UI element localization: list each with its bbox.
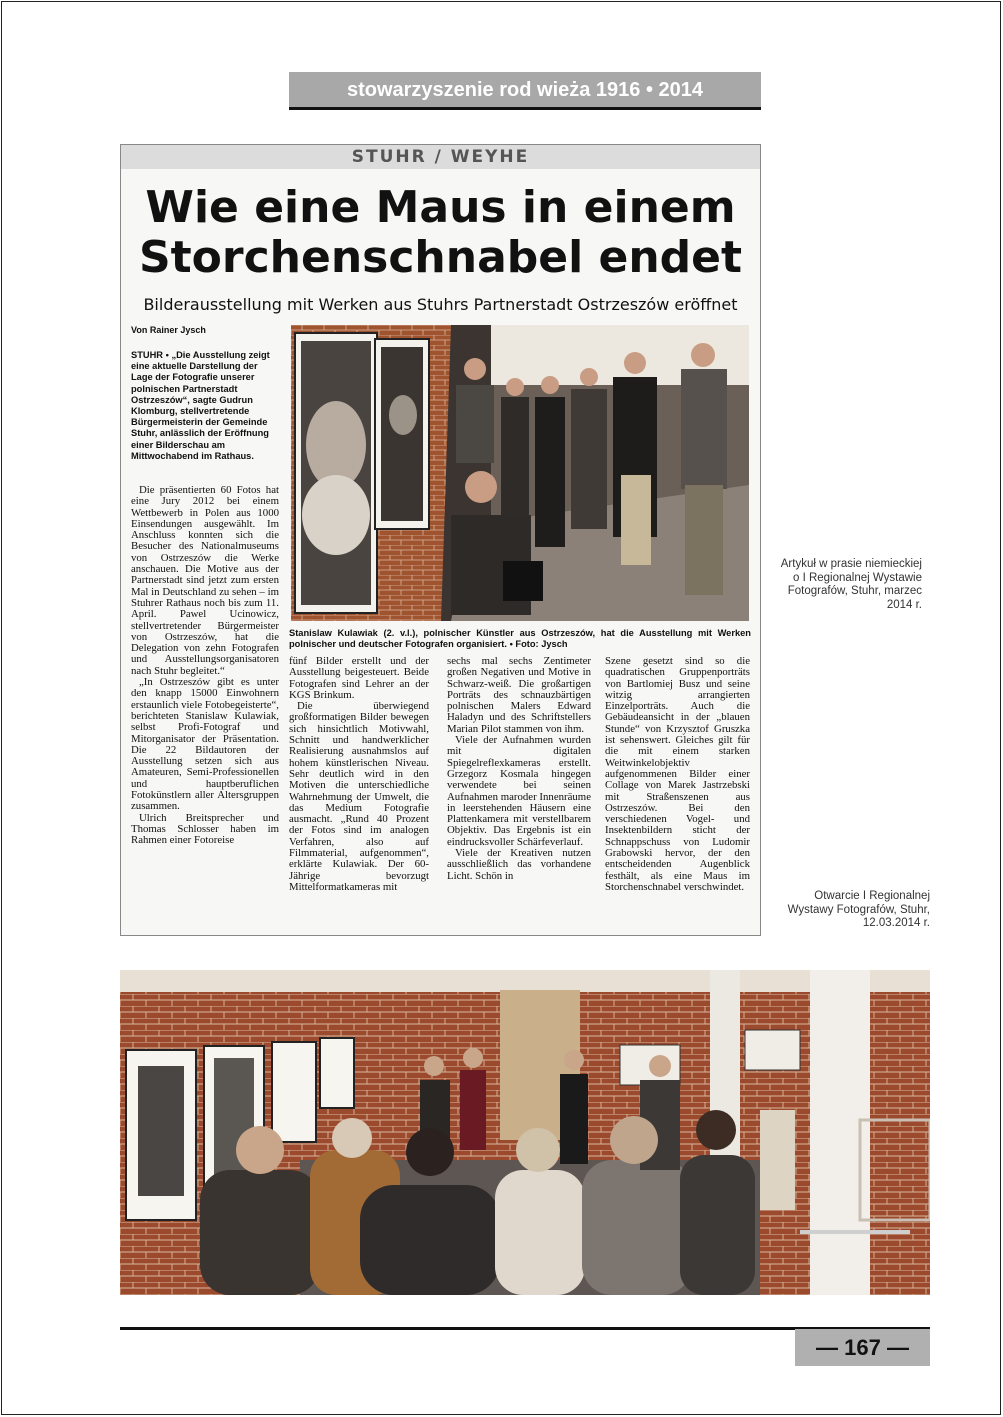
headline-line-1: Wie eine Maus in einem	[145, 182, 736, 233]
section-label: STUHR / WEYHE	[121, 145, 760, 169]
newspaper-clipping	[120, 144, 761, 936]
paragraph: sechs mal sechs Zentimeter großen Negativen und Motive in Schwarz-weiß. Die großartigen Porträts des schnauzbärtigen polnischen Malers Edward Haladyn und des Schriftstellers Marian Pilot stammen von ihm.	[447, 655, 591, 735]
subheadline: Bilderausstellung mit Werken aus Stuhrs Partnerstadt Ostrzeszów eröffnet	[143, 295, 738, 314]
paragraph: Viele der Kreativen nutzen ausschließlich das vorhandene Licht. Schön in	[447, 847, 591, 882]
article-column-4	[605, 656, 750, 893]
side-note-opening: Otwarcie I Regionalnej Wystawy Fotografów, Stuhr, 12.03.2014 r.	[787, 890, 930, 929]
paragraph: Die überwiegend großformatigen Bilder bewegen sich hinsichtlich Motivwahl, Schnitt und handwerklicher Realisierung ausnahmslos auf hohem künstlerischen Niveau. Sehr deutlich wird in den Motiven die unterschiedliche Wahrnehmung der Umwelt, die das Medium Fotografie ausmacht. „Rund 40 Prozent der Fotos sind im analogen Verfahren, also auf Filmmaterial, aufgenommen“, erklärte Kulawiak. Der 60-Jährige bevorzugt Mittelformatkameras mit	[289, 700, 429, 893]
side-note-article: Artykuł w prasie niemieckiej o I Regionalnej Wystawie Fotografów, Stuhr, marzec 2014 r.	[780, 558, 922, 611]
gallery-crowd-photo-illustration	[120, 970, 930, 1295]
article-column-2	[289, 656, 429, 893]
page-number: — 167 —	[795, 1329, 930, 1366]
paragraph: Viele der Aufnahmen wurden mit digitalen Spiegelreflexkameras erstellt. Grzegorz Kosmala hingegen verwendete bei seinen Aufnahmen maroder Innenräume in leerstehenden Häusern eine Plattenkamera mit verstellbarem Objektiv. Das Ergebnis ist ein eindrucksvoller Schärfeverlauf.	[447, 734, 591, 848]
lead-paragraph: STUHR • „Die Ausstellung zeigt eine aktuelle Darstellung der Lage der Fotografie unserer polnischen Partnerstadt Ostrzeszów“, sagte Gudrun Klomburg, stellvertretende Bürgermeisterin der Gemeinde Stuhr, anlässlich der Eröffnung einer Bilderschau am Mittwochabend im Rathaus.	[131, 350, 270, 461]
paragraph: Ulrich Breitsprecher und Thomas Schlosser haben im Rahmen einer Fotoreise	[131, 811, 279, 847]
article-photo-exhibition	[291, 325, 749, 621]
photo-caption: Stanislaw Kulawiak (2. v.l.), polnischer Künstler aus Ostrzeszów, hat die Ausstellung mit Werken polnischer und deutscher Fotografen organisiert. • Foto: Jysch	[289, 628, 751, 649]
byline: Von Rainer Jysch	[131, 325, 206, 335]
paragraph: Die präsentierten 60 Fotos hat eine Jury 2012 bei einem Wettbewerb in Polen aus 1000 Einsendungen ausgewählt. Im Anschluss konnten sich die Besucher des Nationalmuseums von Ostrzeszów die Werke anschauen. Die Motive aus der Partnerstadt sind jetzt zum ersten Mal in Deutschland zu sehen – im Stuhrer Rathaus noch bis zum 11. April. Pawel Ucinowicz, stellvertretender Bürgermeister von Ostrzeszów, hat die Delegation von zehn Fotografen und Ausstellungsorganisatoren nach Stuhr begleitet.“	[131, 484, 279, 677]
photographers-photo-illustration	[291, 325, 749, 621]
paragraph: Szene gesetzt sind so die quadratischen Gruppenporträts von Bartlomiej Busz und seine witzig arrangierten Einzelporträts. Auch die Gebäudeansicht in der „blauen Stunde“ von Krzysztof Gruszka ist sehenswert. Gleiches gilt für die mit einem starken Weitwinkelobjektiv aufgenommenen Bilder einer Collage von Marek Jastrzebski mit Straßenszenen aus Ostrzeszów. Bei den verschiedenen Vogel- und Insektenbildern sticht der Schnappschuss von Ludomir Grabowski hervor, der den entscheidenden Augenblick festhält, als eine Maus im Storchenschnabel verschwindet.	[605, 655, 750, 893]
page-header-title: stowarzyszenie rod wieża 1916 • 2014	[289, 72, 761, 110]
paragraph: fünf Bilder erstellt und der Ausstellung beigesteuert. Beide Fotografen sind Lehrer an der KGS Brinkum.	[289, 655, 429, 701]
article-column-3	[447, 656, 591, 882]
headline	[121, 183, 760, 283]
headline-line-2: Storchenschnabel endet	[138, 232, 743, 283]
exhibition-opening-photo	[120, 970, 930, 1295]
paragraph: „In Ostrzeszów gibt es unter den knapp 15000 Einwohnern erstaunlich viele Fotobegeisterte“, berichteten Stanislaw Kulawiak, selbst Profi-Fotograf und Mitorganisator der Präsentation. Die 22 Bildautoren der Ausstellung setzen sich aus Amateuren, Semi-Professionellen und hauptberuflichen Fotokünstlern aller Altersgruppen zusammen.	[131, 676, 279, 813]
article-column-1	[131, 485, 279, 847]
